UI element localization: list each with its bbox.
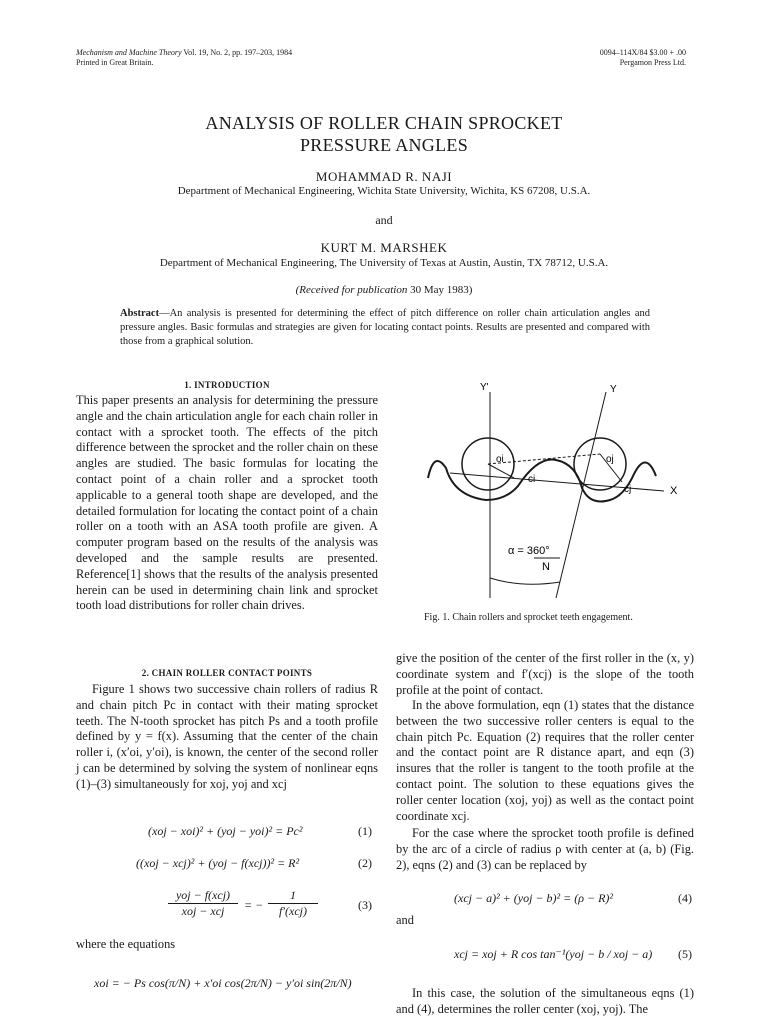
label-oj: oj [606, 454, 614, 465]
right-paragraph-4: In this case, the solution of the simultaneous eqns (1) and (4), determines the roller center (xoj, yoj). The [396, 986, 694, 1016]
label-cj: cj [624, 484, 632, 495]
equation-3-rhs-denominator: f′(xcj) [279, 904, 307, 918]
printed-note: Printed in Great Britain. [76, 58, 154, 67]
journal-citation [76, 48, 292, 58]
figure-1-diagram [410, 378, 700, 608]
label-alpha: α = 360° [508, 545, 550, 557]
equation-4: (xcj − a)² + (yoj − b)² = (ρ − R)² [454, 891, 613, 905]
label-x: X [670, 485, 678, 497]
label-y: Y [610, 384, 617, 395]
pitch-line [488, 454, 600, 464]
and-separator: and [375, 213, 393, 227]
equation-4-number: (4) [678, 891, 692, 905]
equation-5-number: (5) [678, 947, 692, 961]
publisher: Pergamon Press Ltd. [619, 58, 686, 67]
equation-3-equals: = − [244, 898, 264, 912]
journal-name: Mechanism and Machine Theory [76, 48, 182, 57]
received-date [0, 284, 768, 296]
equation-x-oi: xoi = − Ps cos(π/N) + x′oi cos(2π/N) − y′oi sin(2π/N) [94, 976, 352, 990]
right-paragraph-1: give the position of the center of the first roller in the (x, y) coordinate system and f′(xcj) is the slope of the tooth profile at the point of contact. [396, 651, 694, 697]
title-line-1: ANALYSIS OF ROLLER CHAIN SPROCKET [205, 113, 563, 133]
received-date-value: 30 May 1983) [407, 284, 473, 296]
where-text: where the equations [76, 937, 176, 951]
paper-title [0, 112, 768, 156]
received-prefix: (Received for publication [295, 284, 408, 296]
label-y-prime: Y' [480, 382, 489, 393]
author-1-affiliation: Department of Mechanical Engineering, Wichita State University, Wichita, KS 67208, U.S.A. [177, 185, 591, 197]
alpha-arc [490, 578, 560, 584]
equation-1-number: (1) [358, 824, 372, 838]
equation-5: xcj = xoj + R cos tan⁻¹(yoj − b / xoj − a) [454, 947, 653, 961]
contact-points-text: Figure 1 shows two successive chain rollers of radius R and chain pitch Pc in contact with their mating sprocket teeth. The N-tooth sprocket has pitch Ps and a tooth profile defined by y = f(x). Assuming that the center of the chain roller i, (x′oi, y′oi), is known, the center of the second roller j can be determined by solving the system of nonlinear eqns (1)–(3) simultaneously for xoj, yoj and xcj [76, 682, 378, 791]
author-1-name: MOHAMMAD R. NAJI [315, 169, 453, 184]
and-text: and [396, 913, 414, 927]
equation-2-number: (2) [358, 856, 372, 870]
y-axis [556, 392, 606, 598]
equation-3-numerator: yoj − f(xcj) [168, 888, 238, 904]
contact-radius-i [488, 464, 514, 478]
label-ci: ci [528, 474, 536, 485]
abstract [120, 307, 650, 349]
introduction-heading: 1. INTRODUCTION [184, 380, 270, 390]
equation-3-rhs-numerator: 1 [268, 888, 318, 904]
right-paragraph-2: In the above formulation, eqn (1) states that the distance between the two successive roller centers is equal to the chain pitch Pc. Equation (2) requires that the roller center and the contact point are R distance apart, and eqn (3) insures that the roller is tangent to the tooth profile at the contact point. The solution to these equations gives the roller center location (xoj, yoj) as well as the contact point coordinate xcj. [396, 698, 694, 823]
equation-3-rhs [268, 888, 318, 919]
contact-points-heading: 2. CHAIN ROLLER CONTACT POINTS [141, 668, 313, 678]
x-axis [450, 473, 664, 491]
author-2-name: KURT M. MARSHEK [320, 240, 448, 255]
label-oi: oi [496, 454, 504, 465]
right-paragraph-3: For the case where the sprocket tooth profile is defined by the arc of a circle of radius ρ with center at (a, b) (Fig. 2), eqns (2) and (3) can be replaced by [396, 826, 694, 872]
journal-volume: Vol. 19, No. 2, pp. 197–203, 1984 [181, 48, 293, 57]
label-n: N [542, 561, 550, 573]
equation-3-lhs [168, 888, 238, 919]
introduction-text: This paper presents an analysis for determining the pressure angle and the chain articulation angle for each chain roller in contact with a sprocket tooth. The effects of the pitch difference between the sprocket and the roller chain on these angles are studied. The basic formulas for locating the contact point of a chain roller and a sprocket tooth applicable to a general tooth shape are developed, and the detailed formulation for locating the contact point of a chain roller on a tooth with an ASA tooth profile are given. A computer program based on the results of the analysis was developed and the sample results are presented. Reference[1] shows that the results of the analysis presented herein can be used in determining chain link and sprocket tooth load distributions for roller chain drives. [76, 393, 378, 613]
issn-price: 0094–114X/84 $3.00 + .00 [599, 48, 686, 57]
abstract-label: Abstract [120, 308, 160, 319]
equation-3-number: (3) [358, 898, 372, 912]
abstract-text: —An analysis is presented for determining the effect of pitch difference on roller chain articulation angles and pressure angles. Basic formulas and strategies are given for locating contact points. Results are presented and compared with those from a graphical solution. [120, 308, 650, 347]
equation-3-denominator: xoj − xcj [181, 904, 225, 918]
title-line-2: PRESSURE ANGLES [299, 135, 469, 155]
roller-j [574, 438, 626, 490]
author-2-affiliation: Department of Mechanical Engineering, The University of Texas at Austin, Austin, TX 78712, U.S.A. [159, 257, 609, 269]
figure-1-caption: Fig. 1. Chain rollers and sprocket teeth engagement. [424, 612, 633, 623]
equation-2: ((xoj − xcj)² + (yoj − f(xcj))² = R² [136, 856, 300, 870]
equation-1: (xoj − xoi)² + (yoj − yoi)² = Pc² [148, 824, 303, 838]
